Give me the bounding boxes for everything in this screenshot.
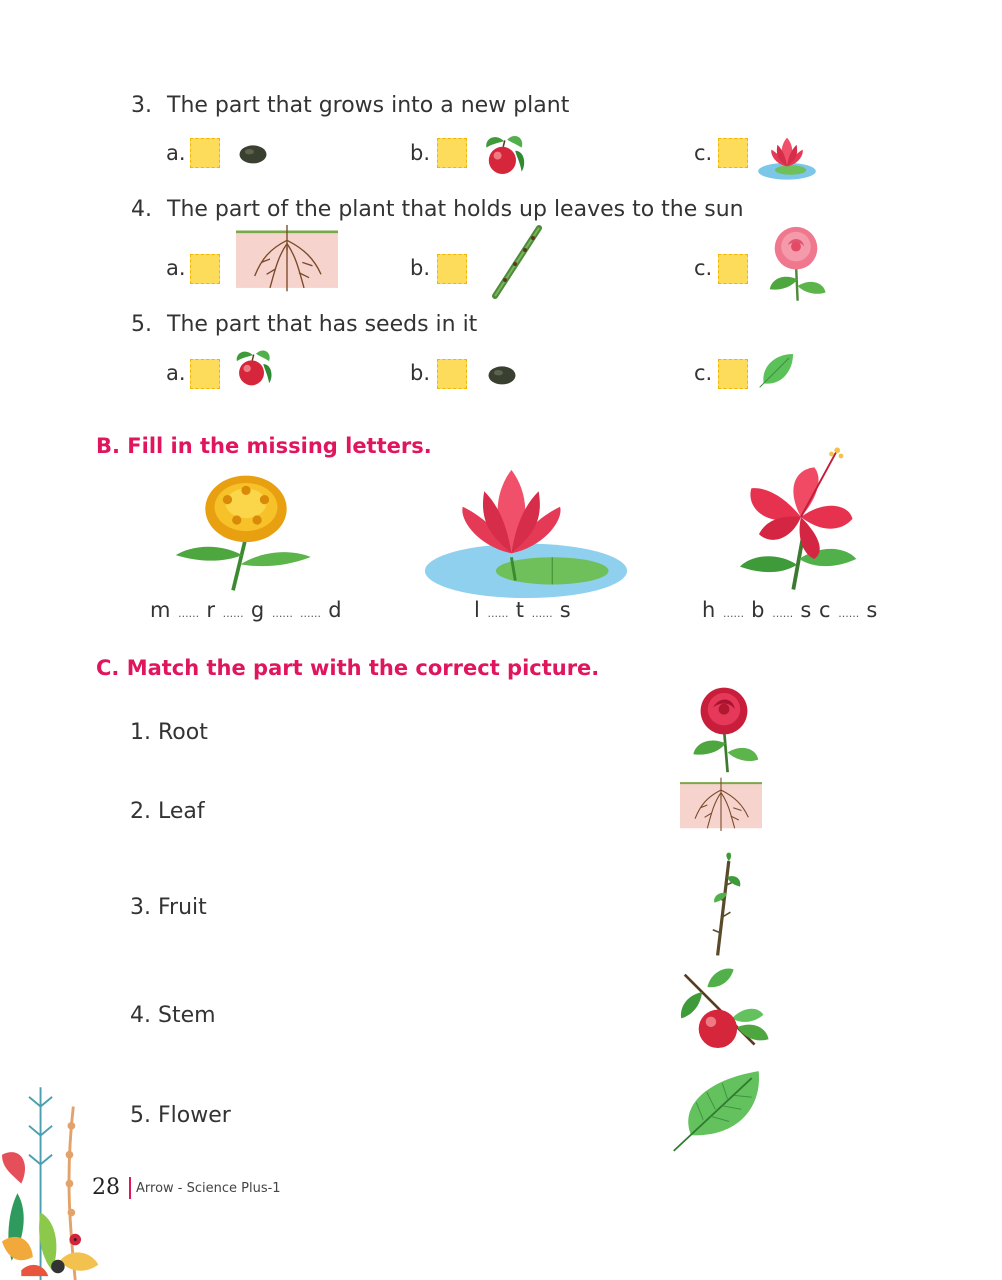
blank[interactable]: ...... [487,607,509,620]
option-3c-label: c. [694,141,713,165]
option-4b-label: b. [410,256,431,280]
answer-box-5b[interactable] [437,359,467,389]
match-item-leaf[interactable]: 2. Leaf [130,799,205,824]
marigold-word [150,598,342,622]
match-picture-rose[interactable] [688,684,760,774]
letter: r [206,598,216,622]
letter: s c [800,598,832,622]
question-3-number: 3. [131,93,152,118]
match-item-stem[interactable]: 4. Stem [130,1003,216,1028]
apple-picture [228,345,278,389]
option-4a-label: a. [166,256,186,280]
option-3b-label: b. [410,141,431,165]
question-3-text: The part that grows into a new plant [167,93,570,118]
option-5c-label: c. [694,361,713,385]
answer-box-4b[interactable] [437,254,467,284]
marigold-picture [172,468,320,596]
letter: m [150,598,171,622]
match-item-root[interactable]: 1. Root [130,720,208,745]
garden-decoration-illustration [0,1068,110,1280]
book-title: Arrow - Science Plus-1 [136,1181,281,1196]
answer-box-4c[interactable] [718,254,748,284]
letter: s [559,598,572,622]
seed-picture [484,361,520,388]
letter: g [250,598,265,622]
hibiscus-picture [738,438,862,596]
option-5a-label: a. [166,361,186,385]
question-5-number: 5. [131,312,152,337]
section-c-heading: C. Match the part with the correct picture. [96,656,600,680]
hibiscus-word [702,598,878,622]
blank[interactable]: ...... [531,607,553,620]
answer-box-3a[interactable] [190,138,220,168]
option-3a-label: a. [166,141,186,165]
blank[interactable]: ...... [772,607,794,620]
letter: h [702,598,716,622]
letter: t [515,598,525,622]
blank[interactable]: ...... [838,607,860,620]
letter: d [328,598,343,622]
blank[interactable]: ...... [222,607,244,620]
lotus-picture [424,464,628,600]
letter: s [866,598,878,622]
answer-box-3c[interactable] [718,138,748,168]
answer-box-3b[interactable] [437,138,467,168]
blank[interactable]: ...... [723,607,744,620]
blank[interactable]: ...... [178,607,200,620]
section-b-heading: B. Fill in the missing letters. [96,434,432,458]
option-5b-label: b. [410,361,431,385]
match-item-flower[interactable]: 5. Flower [130,1103,231,1128]
seed-picture [235,140,271,167]
roots-picture [236,222,338,296]
match-picture-leaf[interactable] [672,1066,776,1156]
question-4-number: 4. [131,197,152,222]
footer-divider [129,1177,131,1199]
letter: b [751,598,766,622]
lotus-picture [756,134,818,182]
rose-picture [760,222,832,304]
blank[interactable]: ...... [300,607,322,620]
leaf-picture [756,350,798,390]
answer-box-4a[interactable] [190,254,220,284]
match-picture-stem[interactable] [700,846,748,964]
stem-picture [477,222,557,302]
answer-box-5c[interactable] [718,359,748,389]
question-4-text: The part of the plant that holds up leaves to the sun [167,197,744,222]
question-5-text: The part that has seeds in it [167,312,478,337]
match-item-fruit[interactable]: 3. Fruit [130,895,207,920]
match-picture-roots[interactable] [680,776,762,834]
apple-picture [480,130,528,178]
letter: l [474,598,481,622]
page-number: 28 [92,1175,120,1200]
blank[interactable]: ...... [271,607,293,620]
lotus-word [474,598,571,622]
answer-box-5a[interactable] [190,359,220,389]
match-picture-apple[interactable] [674,966,774,1062]
option-4c-label: c. [694,256,713,280]
